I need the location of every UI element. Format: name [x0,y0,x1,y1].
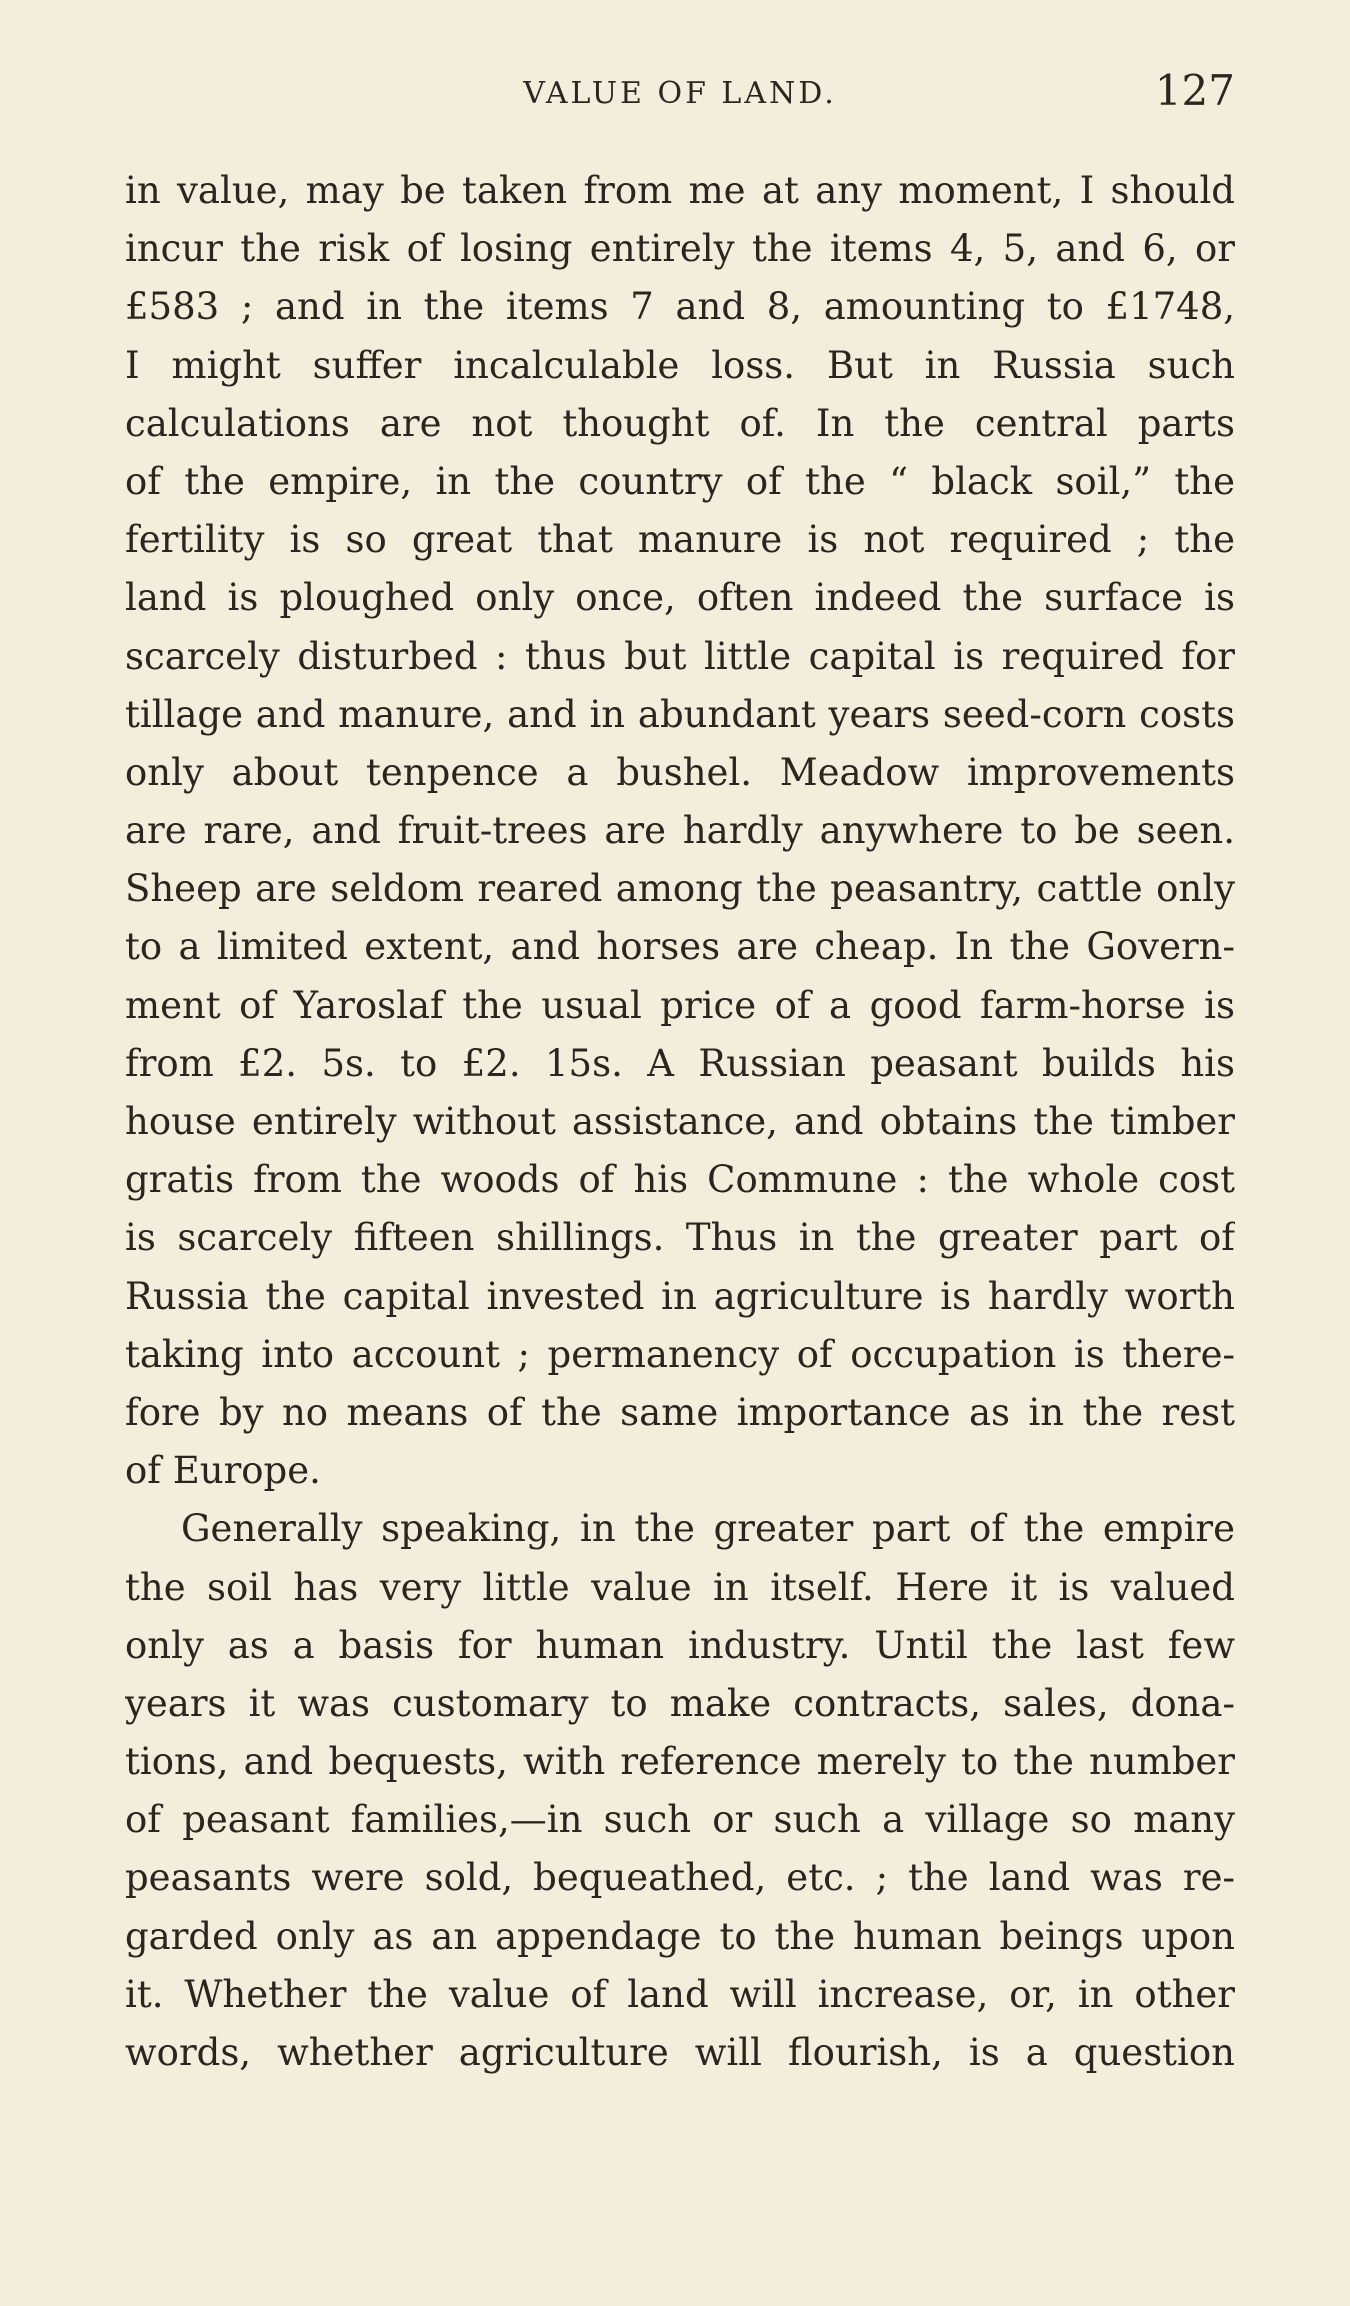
text-line: it. Whether the value of land will increase, or, in other [125,1972,1235,2016]
text-line: from £2. 5s. to £2. 15s. A Russian peasant builds his [125,1041,1235,1085]
text-line: only about tenpence a bushel. Meadow improvements [125,750,1235,794]
paragraph-first-line: Generally speaking, in the greater part of the empire [181,1507,1235,1551]
text-line: years it was customary to make contracts, sales, dona- [125,1681,1235,1725]
text-line: of peasant families,—in such or such a village so many [125,1798,1235,1842]
text-line: land is ploughed only once, often indeed the surface is [125,576,1235,620]
running-head [125,66,1235,126]
text-line: calculations are not thought of. In the central parts [125,401,1235,445]
text-line: of the empire, in the country of the “ black soil,” the [125,459,1235,503]
text-line: only as a basis for human industry. Until the last few [125,1623,1235,1667]
text-line: words, whether agriculture will flourish, is a question [125,2031,1235,2074]
text-line: incur the risk of losing entirely the items 4, 5, and 6, or [125,227,1235,271]
text-line: ment of Yaroslaf the usual price of a good farm-horse is [125,983,1235,1027]
text-line: tillage and manure, and in abundant years seed-corn costs [125,692,1235,736]
text-line: taking into account ; permanency of occupation is there- [125,1332,1235,1376]
text-line: house entirely without assistance, and obtains the timber [125,1100,1235,1143]
text-line: is scarcely fifteen shillings. Thus in the greater part of [125,1216,1235,1260]
text-line: the soil has very little value in itself. Here it is valued [125,1565,1235,1609]
text-line: fertility is so great that manure is not required ; the [125,518,1235,562]
paragraph-end-line: of Europe. [125,1449,321,1493]
text-line: Sheep are seldom reared among the peasantry, cattle only [125,867,1235,911]
text-line: peasants were sold, bequeathed, etc. ; the land was re- [125,1856,1235,1900]
text-line: are rare, and fruit-trees are hardly anywhere to be seen. [125,809,1235,853]
text-line: I might suffer incalculable loss. But in Russia such [125,343,1235,387]
body-text [125,162,1235,2082]
text-line: gratis from the woods of his Commune : the whole cost [125,1158,1235,1202]
text-line: tions, and bequests, with reference merely to the number [125,1740,1235,1784]
page-number: 127 [1154,66,1235,115]
running-title: VALUE OF LAND. [523,76,837,111]
text-line: in value, may be taken from me at any moment, I should [125,169,1235,212]
text-line: to a limited extent, and horses are cheap. In the Govern- [125,925,1235,969]
text-line: fore by no means of the same importance as in the rest [125,1390,1235,1434]
text-line: scarcely disturbed : thus but little capital is required for [125,634,1235,678]
text-line: garded only as an appendage to the human beings upon [125,1914,1235,1958]
text-line: £583 ; and in the items 7 and 8, amounting to £1748, [125,285,1235,329]
text-line: Russia the capital invested in agriculture is hardly worth [125,1274,1235,1318]
